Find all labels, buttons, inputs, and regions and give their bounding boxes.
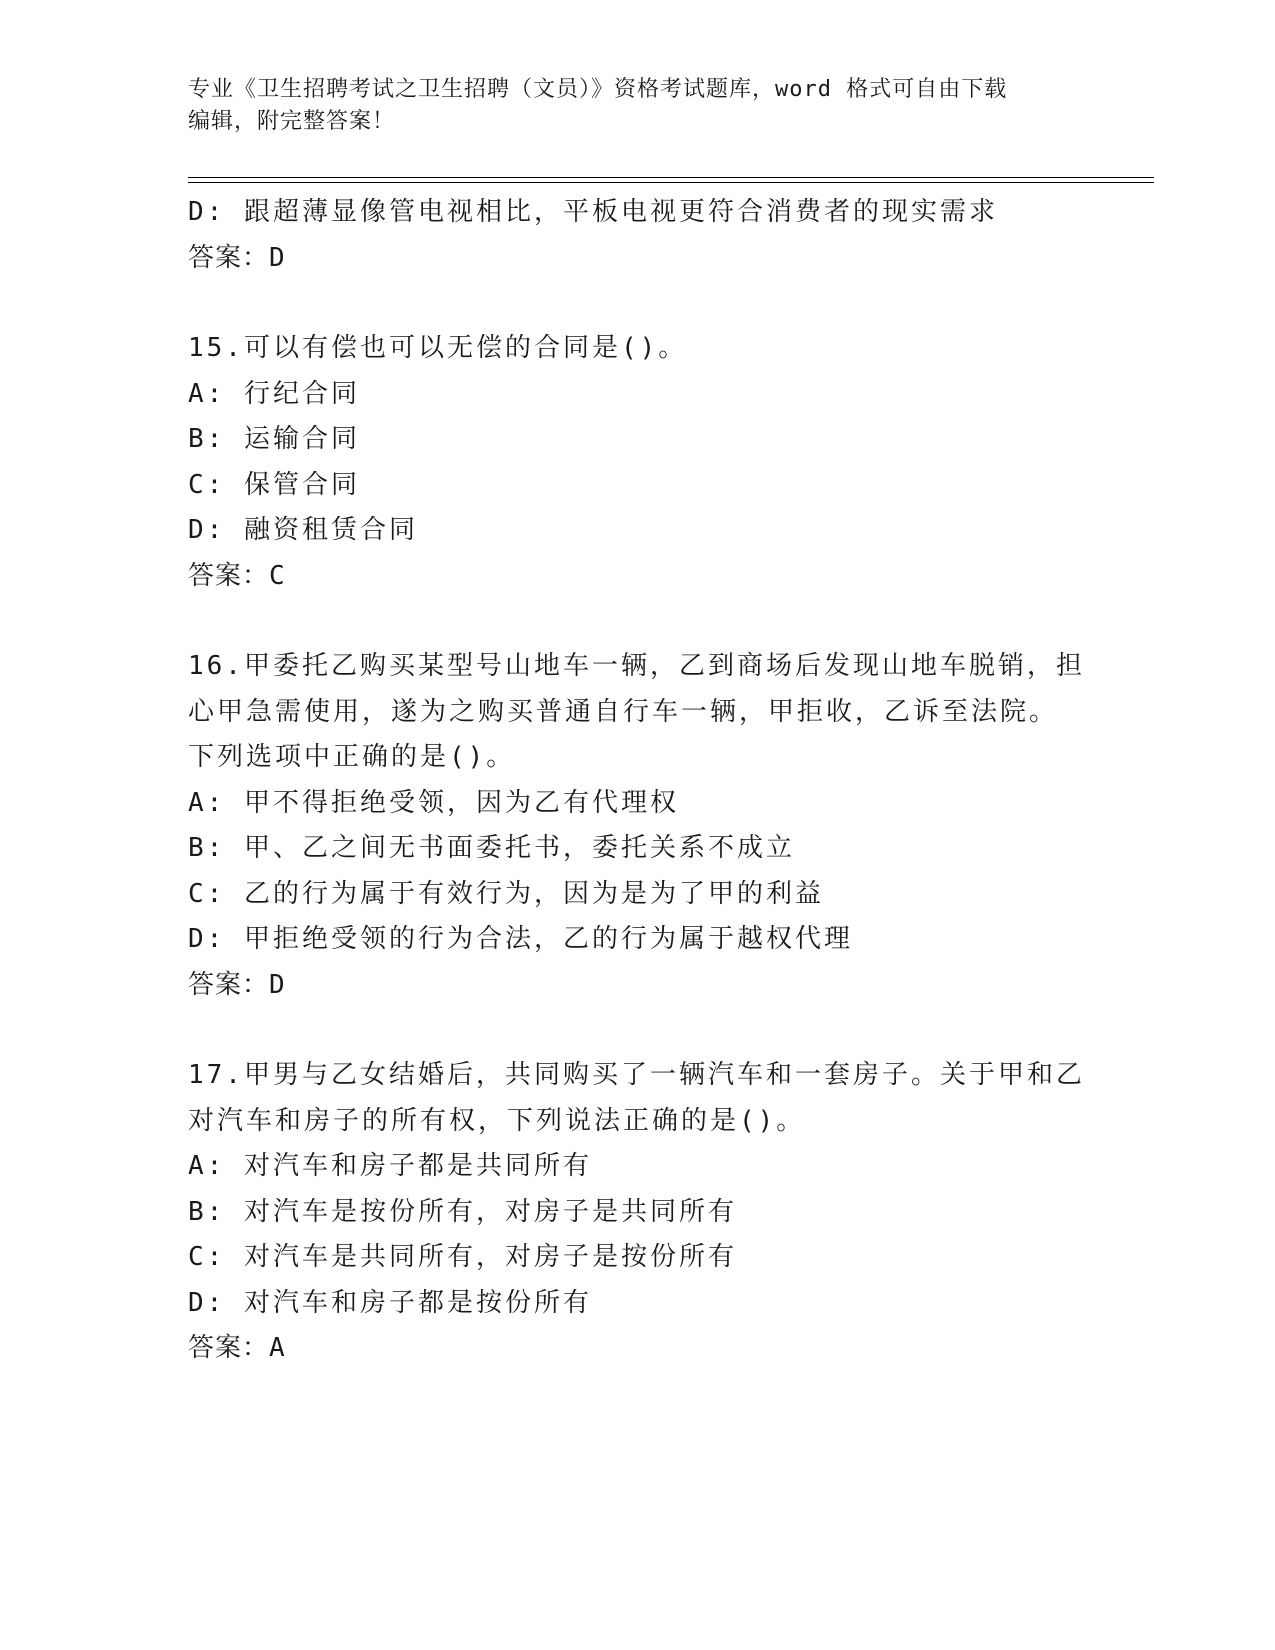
option-a: A: 甲不得拒绝受领，因为乙有代理权 bbox=[188, 787, 679, 818]
question-stem: 17.甲男与乙女结婚后，共同购买了一辆汽车和一套房子。关于甲和乙 bbox=[188, 1060, 1085, 1090]
previous-question-tail bbox=[188, 190, 1088, 281]
option-c: C: 对汽车是共同所有，对房子是按份所有 bbox=[188, 1242, 737, 1272]
option-d: D: 对汽车和房子都是按份所有 bbox=[188, 1287, 592, 1318]
answer-line: 答案：C bbox=[188, 560, 286, 591]
option-d: D: 甲拒绝受领的行为合法，乙的行为属于越权代理 bbox=[188, 924, 853, 954]
spacer bbox=[188, 1008, 1088, 1053]
spacer bbox=[188, 599, 1088, 644]
option-a: A: 行纪合同 bbox=[188, 378, 360, 409]
header-line-1: 专业《卫生招聘考试之卫生招聘（文员）》资格考试题库，word 格式可自由下载 bbox=[188, 77, 1008, 102]
question-15 bbox=[188, 326, 1088, 599]
option-a: A: 对汽车和房子都是共同所有 bbox=[188, 1151, 592, 1181]
header-divider-bottom bbox=[188, 182, 1154, 183]
option-c: C: 乙的行为属于有效行为，因为是为了甲的利益 bbox=[188, 878, 824, 909]
document-body bbox=[188, 190, 1088, 1372]
question-stem: 16.甲委托乙购买某型号山地车一辆，乙到商场后发现山地车脱销，担 bbox=[188, 651, 1085, 681]
option-d: D: 跟超薄显像管电视相比，平板电视更符合消费者的现实需求 bbox=[188, 197, 998, 227]
option-c: C: 保管合同 bbox=[188, 469, 360, 500]
header-line-2: 编辑，附完整答案！ bbox=[188, 109, 396, 134]
question-stem: 15.可以有偿也可以无偿的合同是()。 bbox=[188, 333, 688, 363]
spacer bbox=[188, 281, 1088, 326]
option-d: D: 融资租赁合同 bbox=[188, 515, 418, 545]
option-b: B: 运输合同 bbox=[188, 424, 360, 454]
question-17 bbox=[188, 1053, 1088, 1372]
header-divider-top bbox=[188, 177, 1154, 178]
answer-line: 答案：A bbox=[188, 1333, 286, 1363]
option-b: B: 对汽车是按份所有，对房子是共同所有 bbox=[188, 1196, 737, 1227]
question-stem: 对汽车和房子的所有权，下列说法正确的是()。 bbox=[188, 1105, 806, 1136]
question-stem: 下列选项中正确的是()。 bbox=[188, 742, 516, 772]
question-stem: 心甲急需使用，遂为之购买普通自行车一辆，甲拒收，乙诉至法院。 bbox=[188, 696, 1059, 727]
answer-line: 答案：D bbox=[188, 969, 286, 1000]
question-16 bbox=[188, 644, 1088, 1008]
document-header bbox=[188, 74, 1068, 138]
option-b: B: 甲、乙之间无书面委托书，委托关系不成立 bbox=[188, 833, 795, 863]
answer-line: 答案：D bbox=[188, 242, 286, 273]
